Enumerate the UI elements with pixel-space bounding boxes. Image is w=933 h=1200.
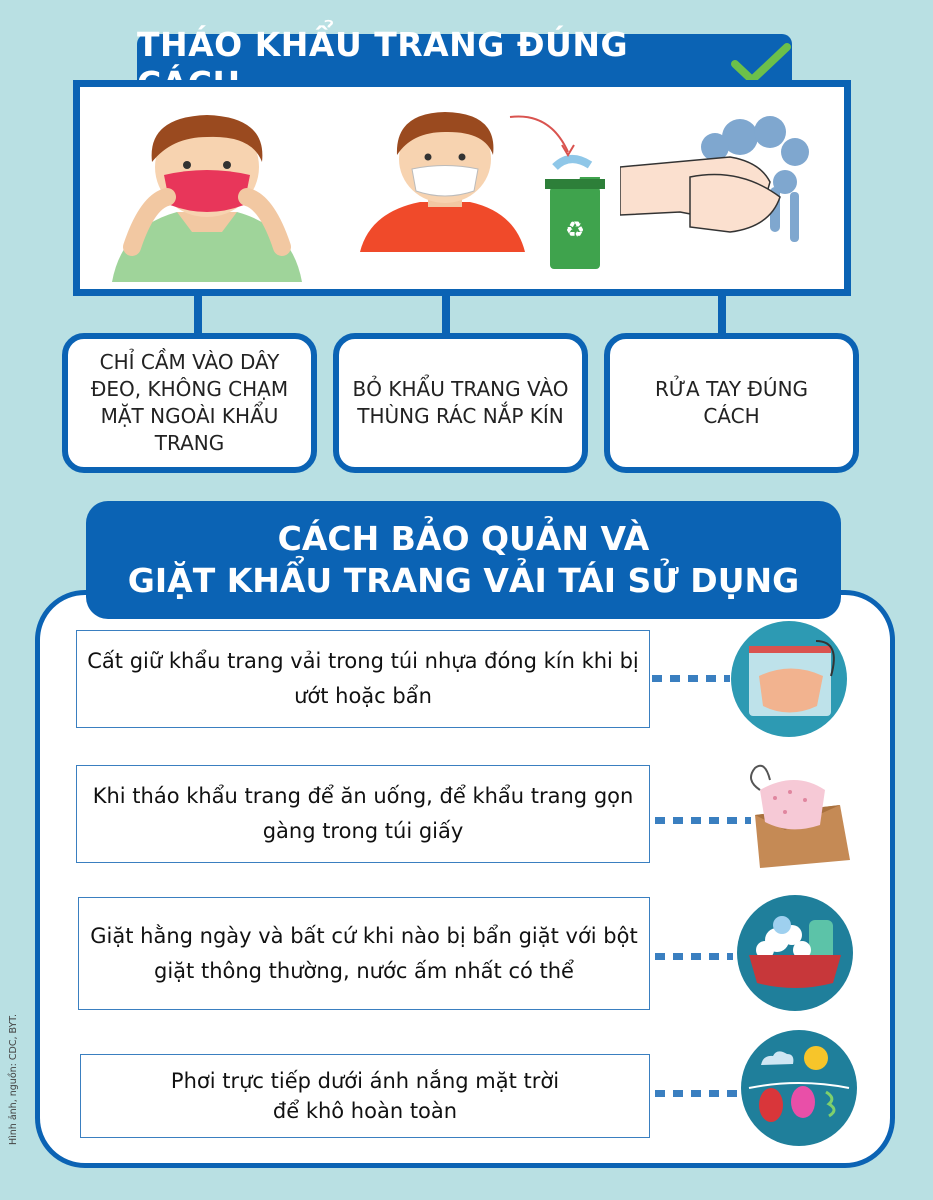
- tip-text: Cất giữ khẩu trang vải trong túi nhựa đóng kín khi bị ướt hoặc bẩn: [87, 649, 639, 708]
- page-title: THÁO KHẨU TRANG ĐÚNG: [137, 25, 629, 64]
- tip-text: Khi tháo khẩu trang để ăn uống, để khẩu trang gọn gàng trong túi giấy: [92, 784, 634, 843]
- step-text: CHỈ CẦM VÀO DÂY ĐEO, KHÔNG CHẠM MẶT NGOÀI KHẨU TRANG: [90, 350, 289, 455]
- step-box-hold-straps: [62, 333, 317, 473]
- tip-text: Phơi trực tiếp dưới ánh nắng mặt trời để khô hoàn toàn: [170, 1068, 560, 1123]
- step-box-discard-mask: [333, 333, 588, 473]
- mask-in-plastic-bag-icon: [731, 621, 847, 737]
- svg-text:♻: ♻: [565, 218, 585, 243]
- connector-line: [442, 296, 450, 336]
- step-text: RỬA TAY ĐÚNG CÁCH: [654, 377, 809, 428]
- dotted-connector: [652, 675, 730, 682]
- dotted-connector: [655, 953, 733, 960]
- connector-line: [194, 296, 202, 336]
- dotted-connector: [655, 817, 751, 824]
- section-title-bar: [86, 501, 841, 619]
- illustration-panel: [73, 80, 851, 296]
- tip-box: [78, 897, 650, 1010]
- child-holding-mask-straps-icon: [92, 107, 322, 282]
- source-note: Hình ảnh, nguồn: CDC, BYT.: [8, 1014, 19, 1145]
- hand-washing-icon: [620, 107, 830, 267]
- tip-box: [76, 630, 650, 728]
- dotted-connector: [655, 1090, 743, 1097]
- washing-basin-icon: [737, 895, 853, 1011]
- step-text: BỎ KHẨU TRANG VÀO THÙNG RÁC NẮP KÍN: [352, 377, 569, 428]
- child-discarding-mask-in-bin-icon: [350, 107, 610, 282]
- step-box-wash-hands: [604, 333, 859, 473]
- section-title-line1: CÁCH BẢO QUẢN VÀ: [277, 518, 650, 558]
- tip-text: Giặt hằng ngày và bất cứ khi nào bị bẩn giặt với bột giặt thông thường, nước ấm nhất có thể: [90, 923, 638, 983]
- connector-line: [718, 296, 726, 336]
- tip-box: [80, 1054, 650, 1138]
- tip-box: [76, 765, 650, 863]
- drying-in-sun-icon: [741, 1030, 857, 1146]
- section-title-line2: GIẶT KHẨU TRANG VẢI TÁI SỬ DỤNG: [127, 561, 800, 600]
- mask-in-paper-bag-icon: [745, 760, 861, 876]
